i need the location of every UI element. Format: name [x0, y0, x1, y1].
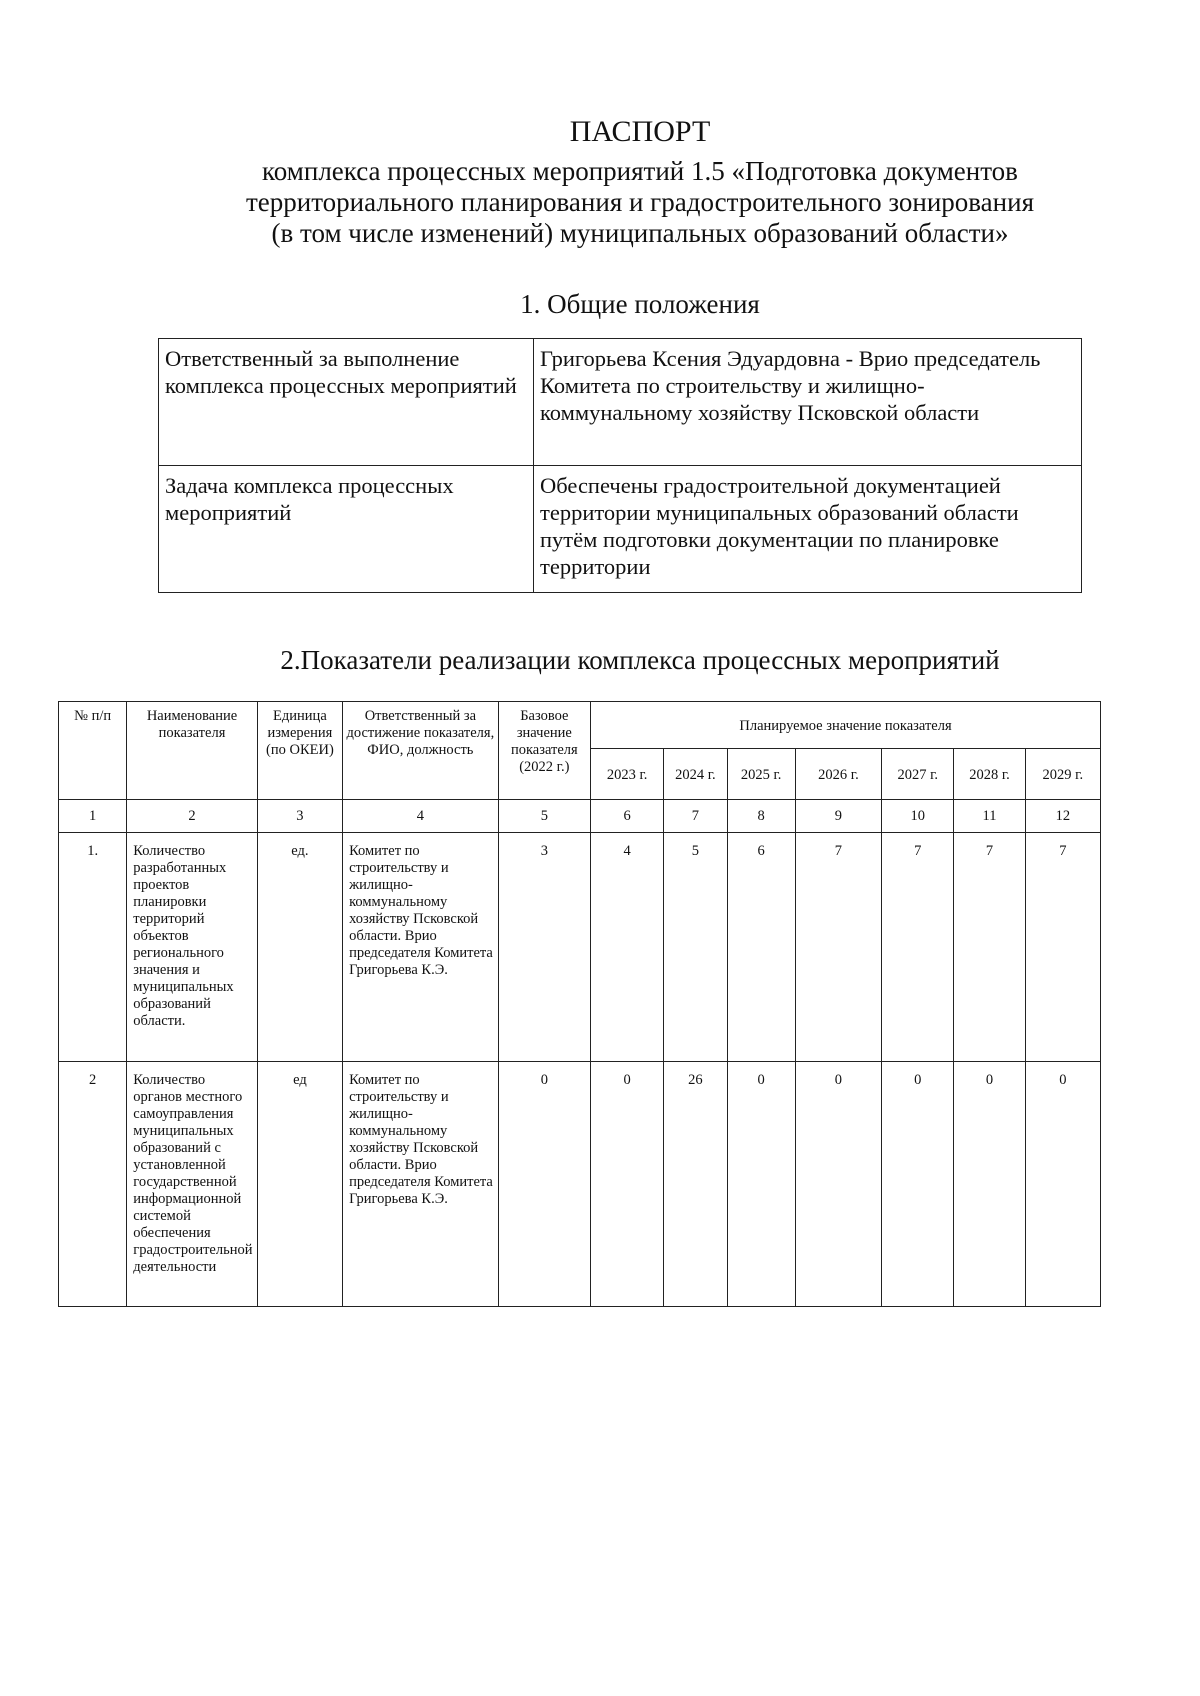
header-base: Базовое значение показателя (2022 г.): [498, 702, 590, 800]
header-responsible: Ответственный за достижение показателя, ФИО, должность: [343, 702, 499, 800]
indicator-name: Количество органов местного самоуправления муниципальных образований с установленной государственной информационной системой обеспечения градостроительной деятельности: [127, 1062, 258, 1307]
section2-heading: 2.Показатели реализации комплекса процессных мероприятий: [280, 645, 1000, 675]
section1-heading: 1. Общие положения: [520, 289, 760, 319]
indicator-value: 0: [795, 1062, 881, 1307]
subtitle-line: территориального планирования и градостроительного зонирования: [246, 187, 1034, 217]
indicator-unit: ед: [257, 1062, 342, 1307]
header-year: 2026 г.: [795, 749, 881, 800]
indicator-value: 0: [591, 1062, 664, 1307]
header-name: Наименование показателя: [127, 702, 258, 800]
column-number: 6: [591, 800, 664, 833]
header-year: 2028 г.: [954, 749, 1025, 800]
header-unit: Единица измерения (по ОКЕИ): [257, 702, 342, 800]
header-planned: Планируемое значение показателя: [591, 702, 1101, 749]
row-label: Задача комплекса процессных мероприятий: [159, 466, 534, 593]
document-subtitle: [200, 156, 1080, 249]
column-number: 12: [1025, 800, 1100, 833]
row-value: Григорьева Ксения Эдуардовна - Врио председатель Комитета по строительству и жилищно-коммунальному хозяйству Псковской области: [534, 339, 1082, 466]
document-title: ПАСПОРТ: [569, 115, 711, 148]
table-row: [159, 339, 1082, 466]
indicator-value: 7: [1025, 833, 1100, 1062]
header-year: 2025 г.: [727, 749, 795, 800]
column-number: 1: [59, 800, 127, 833]
header-num: № п/п: [59, 702, 127, 800]
indicator-unit: ед.: [257, 833, 342, 1062]
indicator-value: 7: [795, 833, 881, 1062]
indicator-value: 0: [1025, 1062, 1100, 1307]
indicator-value: 26: [664, 1062, 727, 1307]
column-number: 4: [343, 800, 499, 833]
column-number: 11: [954, 800, 1025, 833]
column-number: 3: [257, 800, 342, 833]
table-row: [59, 833, 1101, 1062]
subtitle-line: комплекса процессных мероприятий 1.5 «Подготовка документов: [262, 156, 1018, 186]
column-number: 9: [795, 800, 881, 833]
row-num: 2: [59, 1062, 127, 1307]
column-number: 5: [498, 800, 590, 833]
indicator-value: 5: [664, 833, 727, 1062]
header-row: [59, 702, 1101, 749]
subtitle-line: (в том числе изменений) муниципальных образований области»: [271, 218, 1009, 248]
indicator-value: 7: [954, 833, 1025, 1062]
row-value: Обеспечены градостроительной документацией территории муниципальных образований области путём подготовки документации по планировке территории: [534, 466, 1082, 593]
header-year: 2023 г.: [591, 749, 664, 800]
indicators-table: [58, 701, 1101, 1307]
column-number: 7: [664, 800, 727, 833]
column-number: 10: [882, 800, 954, 833]
indicator-base: 3: [498, 833, 590, 1062]
row-label: Ответственный за выполнение комплекса процессных мероприятий: [159, 339, 534, 466]
header-year: 2027 г.: [882, 749, 954, 800]
indicator-base: 0: [498, 1062, 590, 1307]
header-year: 2029 г.: [1025, 749, 1100, 800]
table-row: [59, 1062, 1101, 1307]
indicator-responsible: Комитет по строительству и жилищно-коммунальному хозяйству Псковской области. Врио председателя Комитета Григорьева К.Э.: [343, 1062, 499, 1307]
indicator-value: 7: [882, 833, 954, 1062]
column-number: 2: [127, 800, 258, 833]
general-provisions-table: [158, 338, 1082, 593]
indicator-responsible: Комитет по строительству и жилищно-коммунальному хозяйству Псковской области. Врио председателя Комитета Григорьева К.Э.: [343, 833, 499, 1062]
indicator-value: 0: [954, 1062, 1025, 1307]
column-number: 8: [727, 800, 795, 833]
row-num: 1.: [59, 833, 127, 1062]
indicator-value: 4: [591, 833, 664, 1062]
indicator-value: 0: [727, 1062, 795, 1307]
indicator-value: 0: [882, 1062, 954, 1307]
column-numbers-row: [59, 800, 1101, 833]
indicator-name: Количество разработанных проектов планировки территорий объектов регионального значения и муниципальных образований области.: [127, 833, 258, 1062]
table-row: [159, 466, 1082, 593]
indicator-value: 6: [727, 833, 795, 1062]
header-year: 2024 г.: [664, 749, 727, 800]
